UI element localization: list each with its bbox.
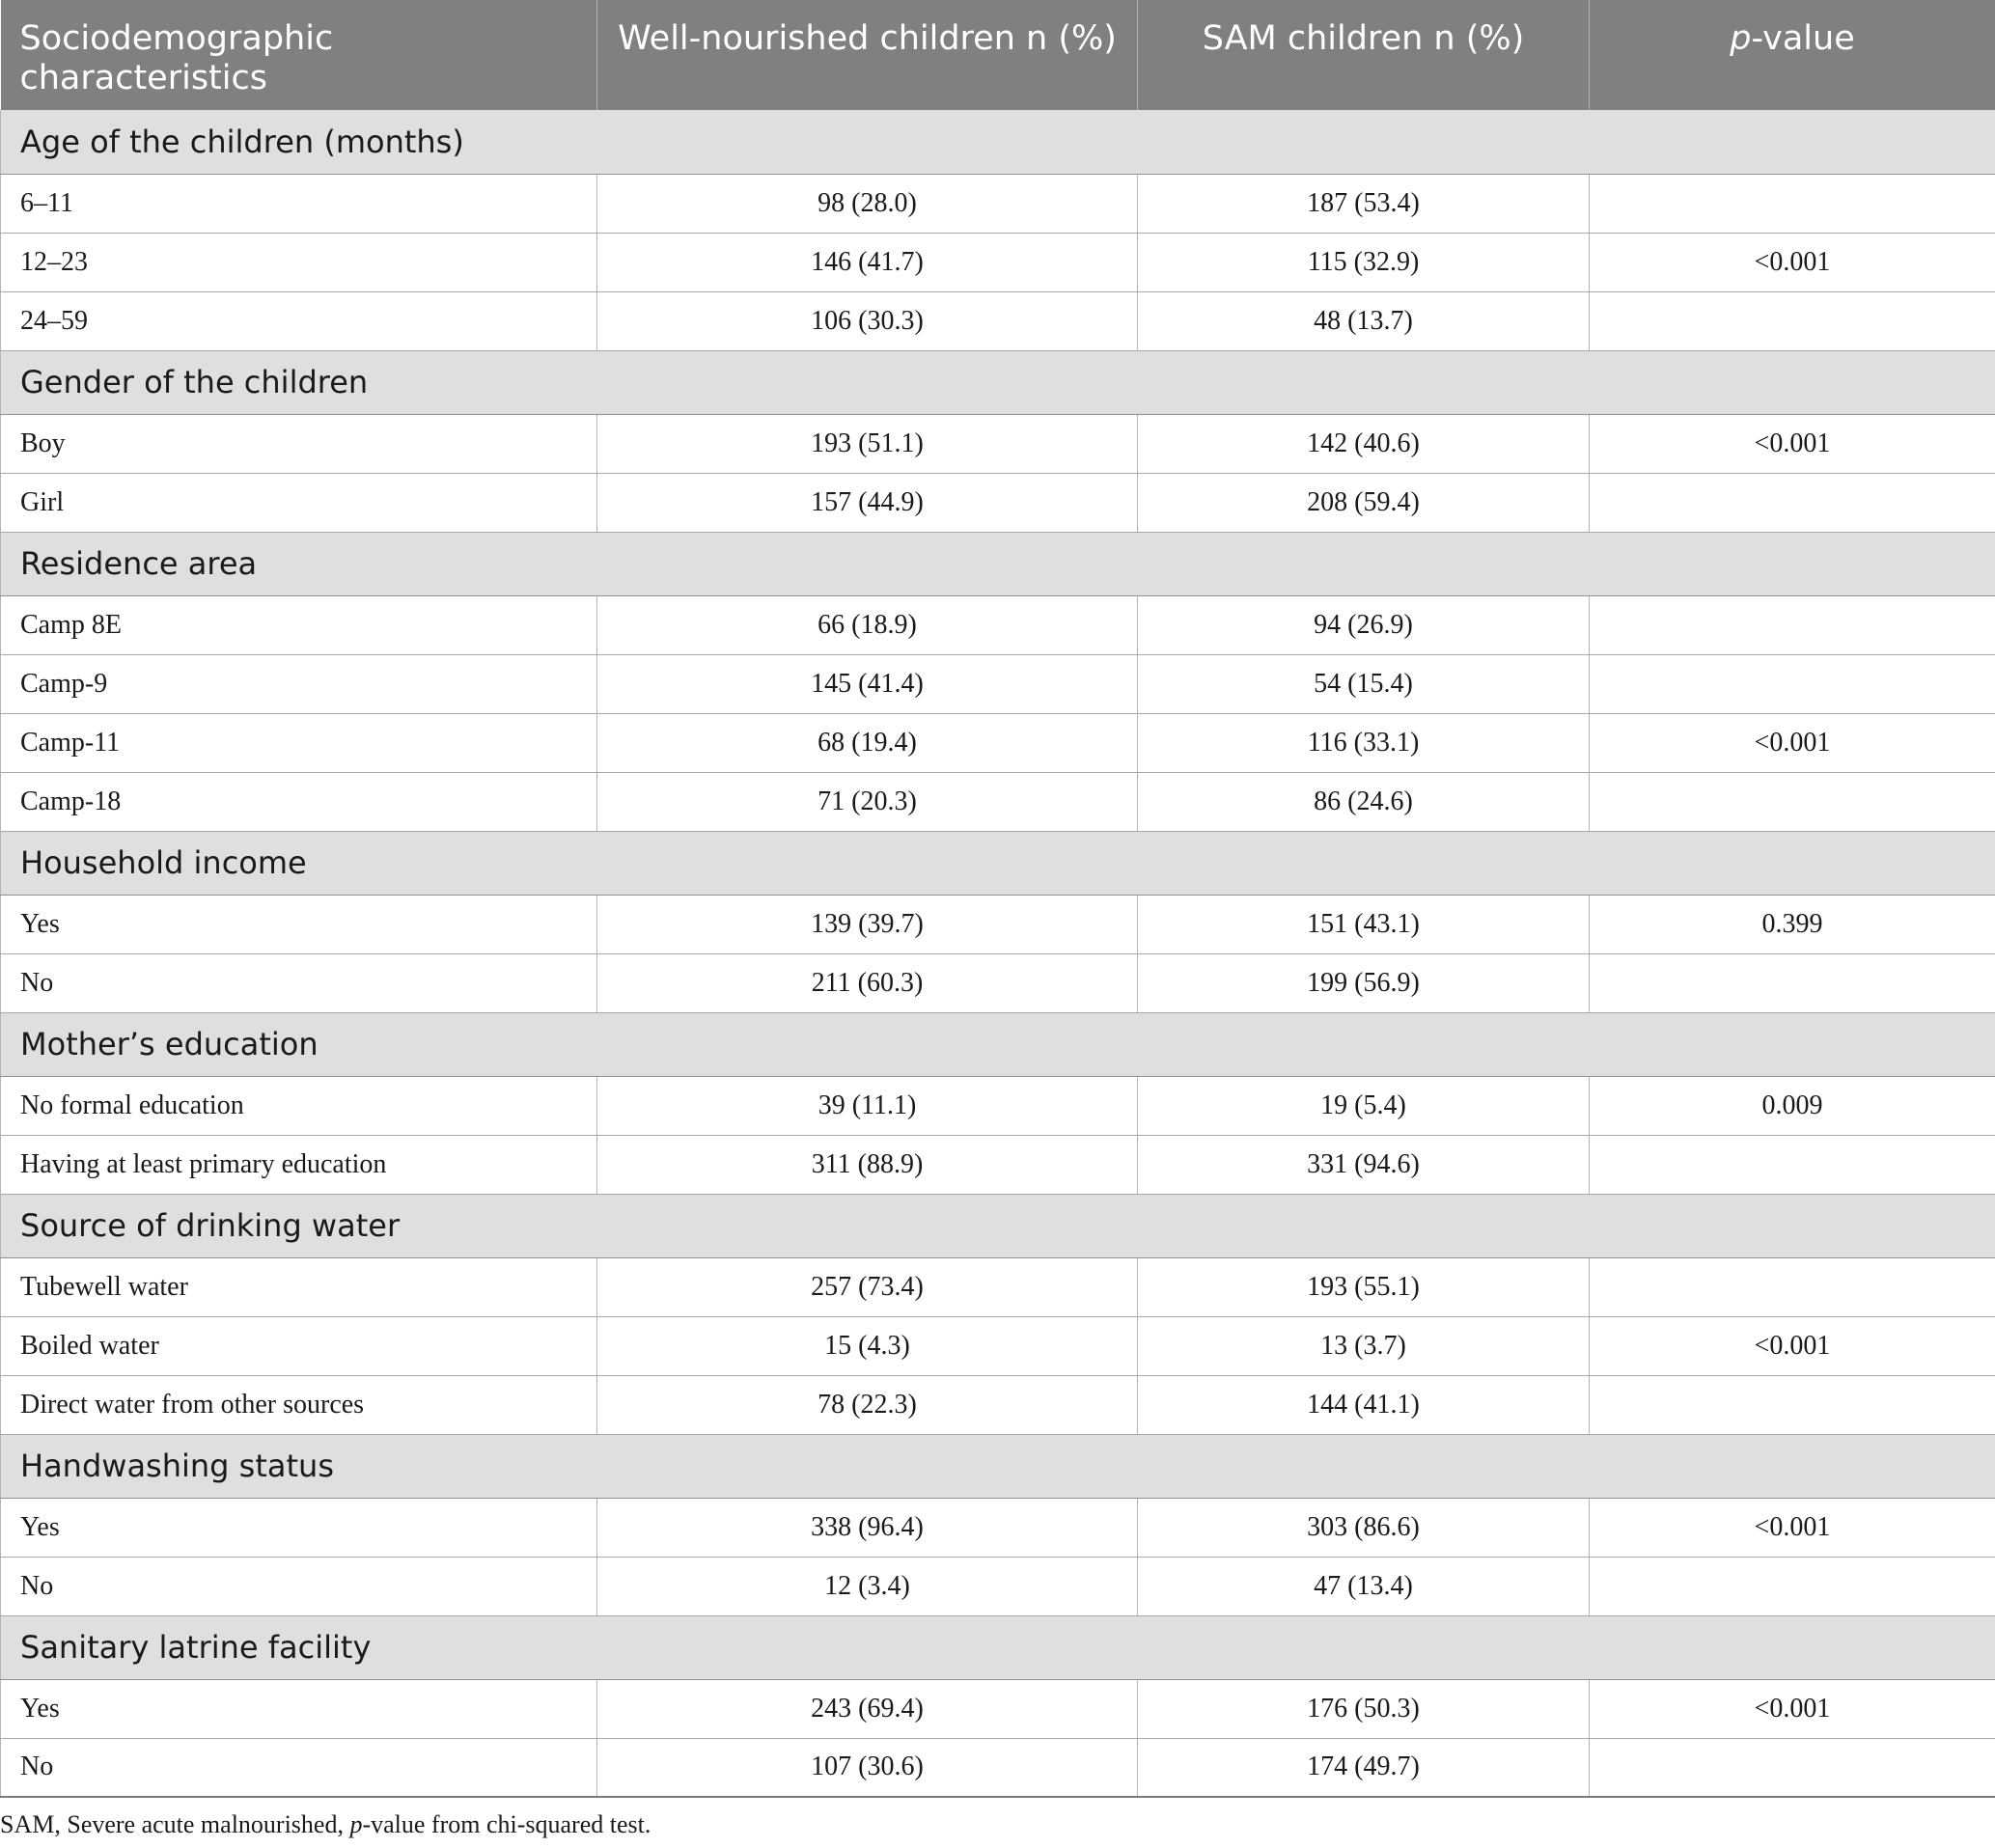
footnote-part1: SAM, Severe acute malnourished,	[0, 1810, 350, 1838]
cell-well-nourished: 257 (73.4)	[597, 1257, 1138, 1316]
cell-p-value	[1590, 595, 1995, 654]
cell-p-value	[1590, 1738, 1995, 1797]
cell-sam: 115 (32.9)	[1138, 233, 1590, 291]
cell-p-value: <0.001	[1590, 713, 1995, 772]
table-row	[1, 772, 1995, 831]
cell-well-nourished: 243 (69.4)	[597, 1679, 1138, 1738]
cell-well-nourished: 139 (39.7)	[597, 895, 1138, 953]
cell-sam: 54 (15.4)	[1138, 654, 1590, 713]
table-row	[1, 414, 1995, 473]
section-title: Residence area	[1, 532, 1995, 595]
table-row	[1, 953, 1995, 1012]
cell-well-nourished: 145 (41.4)	[597, 654, 1138, 713]
table-row	[1, 1679, 1995, 1738]
cell-sam: 142 (40.6)	[1138, 414, 1590, 473]
row-label: Direct water from other sources	[1, 1375, 597, 1434]
table-row	[1, 473, 1995, 532]
table-row	[1, 1257, 1995, 1316]
table-row	[1, 595, 1995, 654]
section-title: Household income	[1, 831, 1995, 895]
table-row	[1, 1498, 1995, 1557]
table-row	[1, 713, 1995, 772]
cell-sam: 19 (5.4)	[1138, 1076, 1590, 1135]
row-label: No	[1, 1738, 597, 1797]
cell-p-value	[1590, 654, 1995, 713]
cell-p-value: <0.001	[1590, 1498, 1995, 1557]
cell-sam: 13 (3.7)	[1138, 1316, 1590, 1375]
cell-well-nourished: 106 (30.3)	[597, 291, 1138, 350]
cell-p-value: <0.001	[1590, 414, 1995, 473]
cell-well-nourished: 193 (51.1)	[597, 414, 1138, 473]
header-p-value	[1590, 0, 1995, 110]
cell-sam: 174 (49.7)	[1138, 1738, 1590, 1797]
cell-well-nourished: 146 (41.7)	[597, 233, 1138, 291]
table-row	[1, 1076, 1995, 1135]
cell-p-value	[1590, 953, 1995, 1012]
row-label: 24–59	[1, 291, 597, 350]
section-title: Handwashing status	[1, 1434, 1995, 1498]
row-label: Camp 8E	[1, 595, 597, 654]
cell-well-nourished: 66 (18.9)	[597, 595, 1138, 654]
section-header-row	[1, 350, 1995, 414]
section-header-row	[1, 1434, 1995, 1498]
cell-sam: 193 (55.1)	[1138, 1257, 1590, 1316]
cell-p-value	[1590, 291, 1995, 350]
cell-well-nourished: 338 (96.4)	[597, 1498, 1138, 1557]
row-label: No formal education	[1, 1076, 597, 1135]
cell-well-nourished: 211 (60.3)	[597, 953, 1138, 1012]
table-row	[1, 291, 1995, 350]
section-title: Source of drinking water	[1, 1194, 1995, 1257]
cell-sam: 86 (24.6)	[1138, 772, 1590, 831]
section-title: Age of the children (months)	[1, 110, 1995, 174]
cell-sam: 176 (50.3)	[1138, 1679, 1590, 1738]
cell-p-value: 0.009	[1590, 1076, 1995, 1135]
row-label: Boy	[1, 414, 597, 473]
header-characteristics: Sociodemographic characteristics	[1, 0, 597, 110]
cell-p-value	[1590, 473, 1995, 532]
cell-p-value: <0.001	[1590, 1316, 1995, 1375]
header-p-italic: p	[1730, 19, 1752, 58]
cell-well-nourished: 15 (4.3)	[597, 1316, 1138, 1375]
cell-p-value: 0.399	[1590, 895, 1995, 953]
row-label: Girl	[1, 473, 597, 532]
footnote-part2: -value from chi-squared test.	[362, 1810, 651, 1838]
table-row	[1, 174, 1995, 233]
cell-sam: 303 (86.6)	[1138, 1498, 1590, 1557]
cell-well-nourished: 39 (11.1)	[597, 1076, 1138, 1135]
row-label: Yes	[1, 1679, 597, 1738]
cell-p-value	[1590, 1257, 1995, 1316]
cell-p-value	[1590, 1135, 1995, 1194]
table-footnote	[0, 1810, 651, 1839]
cell-sam: 116 (33.1)	[1138, 713, 1590, 772]
cell-well-nourished: 311 (88.9)	[597, 1135, 1138, 1194]
cell-p-value: <0.001	[1590, 233, 1995, 291]
section-title: Gender of the children	[1, 350, 1995, 414]
cell-well-nourished: 12 (3.4)	[597, 1557, 1138, 1615]
section-header-row	[1, 831, 1995, 895]
table-header-row	[1, 0, 1995, 110]
cell-well-nourished: 107 (30.6)	[597, 1738, 1138, 1797]
cell-sam: 144 (41.1)	[1138, 1375, 1590, 1434]
table-row	[1, 1316, 1995, 1375]
cell-p-value: <0.001	[1590, 1679, 1995, 1738]
table-body	[1, 110, 1995, 1797]
section-header-row	[1, 1615, 1995, 1679]
row-label: No	[1, 1557, 597, 1615]
table-row	[1, 1557, 1995, 1615]
cell-p-value	[1590, 772, 1995, 831]
row-label: No	[1, 953, 597, 1012]
row-label: Camp-9	[1, 654, 597, 713]
header-p-rest: -value	[1751, 19, 1855, 58]
table-row	[1, 1738, 1995, 1797]
header-sam: SAM children n (%)	[1138, 0, 1590, 110]
table-row	[1, 1375, 1995, 1434]
cell-sam: 208 (59.4)	[1138, 473, 1590, 532]
section-title: Mother’s education	[1, 1012, 1995, 1076]
cell-p-value	[1590, 174, 1995, 233]
cell-p-value	[1590, 1375, 1995, 1434]
section-header-row	[1, 1012, 1995, 1076]
section-header-row	[1, 110, 1995, 174]
table-row	[1, 895, 1995, 953]
cell-sam: 331 (94.6)	[1138, 1135, 1590, 1194]
cell-p-value	[1590, 1557, 1995, 1615]
cell-sam: 151 (43.1)	[1138, 895, 1590, 953]
cell-well-nourished: 71 (20.3)	[597, 772, 1138, 831]
cell-well-nourished: 157 (44.9)	[597, 473, 1138, 532]
row-label: 12–23	[1, 233, 597, 291]
cell-sam: 199 (56.9)	[1138, 953, 1590, 1012]
cell-well-nourished: 68 (19.4)	[597, 713, 1138, 772]
header-well-nourished: Well-nourished children n (%)	[597, 0, 1138, 110]
cell-sam: 187 (53.4)	[1138, 174, 1590, 233]
table-row	[1, 1135, 1995, 1194]
row-label: Yes	[1, 895, 597, 953]
table-row	[1, 233, 1995, 291]
row-label: Tubewell water	[1, 1257, 597, 1316]
table-row	[1, 654, 1995, 713]
section-title: Sanitary latrine facility	[1, 1615, 1995, 1679]
cell-well-nourished: 78 (22.3)	[597, 1375, 1138, 1434]
row-label: Camp-11	[1, 713, 597, 772]
section-header-row	[1, 532, 1995, 595]
section-header-row	[1, 1194, 1995, 1257]
cell-sam: 47 (13.4)	[1138, 1557, 1590, 1615]
row-label: Yes	[1, 1498, 597, 1557]
row-label: Camp-18	[1, 772, 597, 831]
cell-well-nourished: 98 (28.0)	[597, 174, 1138, 233]
row-label: Having at least primary education	[1, 1135, 597, 1194]
cell-sam: 48 (13.7)	[1138, 291, 1590, 350]
footnote-p-italic: p	[349, 1810, 363, 1838]
row-label: 6–11	[1, 174, 597, 233]
row-label: Boiled water	[1, 1316, 597, 1375]
cell-sam: 94 (26.9)	[1138, 595, 1590, 654]
